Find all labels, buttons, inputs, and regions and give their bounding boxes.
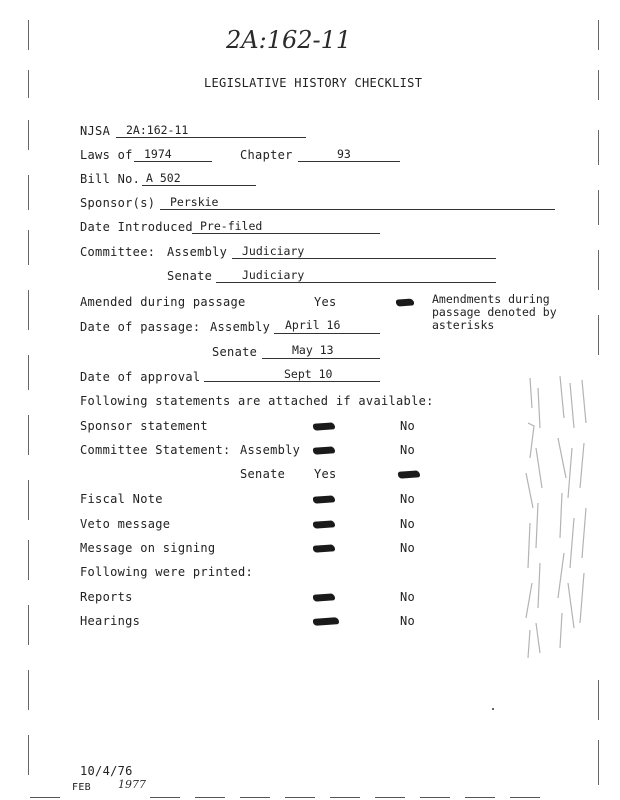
bill-number-underline [142,185,256,186]
scan-speck [492,708,494,710]
redaction-mark [313,544,335,553]
left-border-mark [28,290,29,330]
bottom-border-mark [465,797,495,798]
redaction-mark [313,495,335,504]
right-border-mark [598,680,599,720]
right-border-mark [598,190,599,225]
right-border-mark [598,315,599,355]
reports-label: Reports [80,590,133,604]
njsa-value: 2A:162-11 [126,123,189,137]
bottom-border-mark [150,797,180,798]
redaction-mark [313,520,335,529]
sponsor-underline [160,209,555,210]
redaction-mark [313,593,335,602]
committee-statement-assembly-no: No [400,443,416,457]
amended-note-line1: Amendments during [432,292,550,306]
committee-assembly-underline [232,258,496,259]
committee-statement-label: Committee Statement: [80,443,231,457]
bottom-border-mark [510,797,540,798]
printed-heading: Following were printed: [80,565,254,579]
bottom-border-mark [30,797,60,798]
chapter-value: 93 [337,147,351,161]
laws-of-value: 1974 [144,147,172,161]
date-introduced-label: Date Introduced [80,220,193,234]
left-border-mark [28,735,29,775]
date-of-approval-value: Sept 10 [284,367,333,381]
amended-note-line2: passage denoted by [432,305,557,319]
committee-senate-value: Judiciary [242,268,305,282]
right-border-mark [598,740,599,785]
amended-yes: Yes [314,295,337,309]
sponsor-label: Sponsor(s) [80,196,156,210]
left-border-mark [28,175,29,210]
date-of-approval-underline [204,381,380,382]
committee-senate-underline [216,282,496,283]
hearings-label: Hearings [80,614,141,628]
right-border-mark [598,20,599,50]
laws-of-label: Laws of [80,148,133,162]
passage-assembly-underline [274,333,380,334]
passage-senate-underline [262,358,380,359]
committee-senate-label: Senate [167,269,213,283]
footer-date: 10/4/76 [80,764,133,778]
veto-message-label: Veto message [80,517,171,531]
message-on-signing-label: Message on signing [80,541,216,555]
redaction-mark [313,617,339,626]
amended-label: Amended during passage [80,295,246,309]
bottom-border-mark [240,797,270,798]
njsa-label: NJSA [80,124,111,138]
right-border-mark [598,130,599,165]
hearings-no: No [400,614,416,628]
page-title: LEGISLATIVE HISTORY CHECKLIST [204,76,423,90]
redaction-mark [313,422,335,431]
bill-number-label: Bill No. [80,172,141,186]
redaction-mark [398,470,420,479]
date-introduced-value: Pre-filed [200,219,263,233]
laws-of-underline [134,161,212,162]
bill-number-value: A 502 [146,171,181,185]
left-border-mark [28,230,29,265]
committee-assembly-label: Assembly [167,245,228,259]
left-border-mark [28,355,29,390]
passage-senate-value: May 13 [292,343,334,357]
left-border-mark [28,480,29,520]
passage-assembly-label: Assembly [210,320,271,334]
left-border-mark [28,120,29,150]
committee-statement-senate-label: Senate [240,467,286,481]
right-border-mark [598,250,599,290]
fiscal-note-label: Fiscal Note [80,492,163,506]
left-border-mark [28,670,29,710]
sponsor-statement-no: No [400,419,416,433]
redaction-mark [396,298,414,306]
fiscal-note-no: No [400,492,416,506]
left-border-mark [28,20,29,50]
stamp-year: 1977 [118,778,146,791]
handwritten-heading: 2A:162-11 [226,26,352,54]
reports-no: No [400,590,416,604]
bottom-border-mark [330,797,360,798]
bottom-border-mark [420,797,450,798]
stamp-month: FEB [72,782,91,793]
committee-label: Committee: [80,245,156,259]
right-border-mark [598,70,599,100]
date-of-approval-label: Date of approval [80,370,201,384]
passage-senate-label: Senate [212,345,258,359]
committee-statement-assembly-label: Assembly [240,443,301,457]
faded-copy-stamp [508,368,598,668]
left-border-mark [28,70,29,98]
bottom-border-mark [195,797,225,798]
left-border-mark [28,415,29,455]
bottom-border-mark [375,797,405,798]
veto-message-no: No [400,517,416,531]
attached-heading: Following statements are attached if available: [80,394,434,408]
chapter-label: Chapter [240,148,293,162]
passage-assembly-value: April 16 [285,318,341,332]
left-border-mark [28,540,29,580]
committee-assembly-value: Judiciary [242,244,305,258]
amended-note-line3: asterisks [432,318,495,332]
sponsor-statement-label: Sponsor statement [80,419,208,433]
date-introduced-underline [192,233,380,234]
message-on-signing-no: No [400,541,416,555]
left-border-mark [28,605,29,645]
bottom-border-mark [285,797,315,798]
redaction-mark [313,446,335,455]
date-of-passage-label: Date of passage: [80,320,201,334]
chapter-underline [298,161,400,162]
njsa-underline [116,137,306,138]
committee-statement-senate-yes: Yes [314,467,337,481]
sponsor-value: Perskie [170,195,219,209]
